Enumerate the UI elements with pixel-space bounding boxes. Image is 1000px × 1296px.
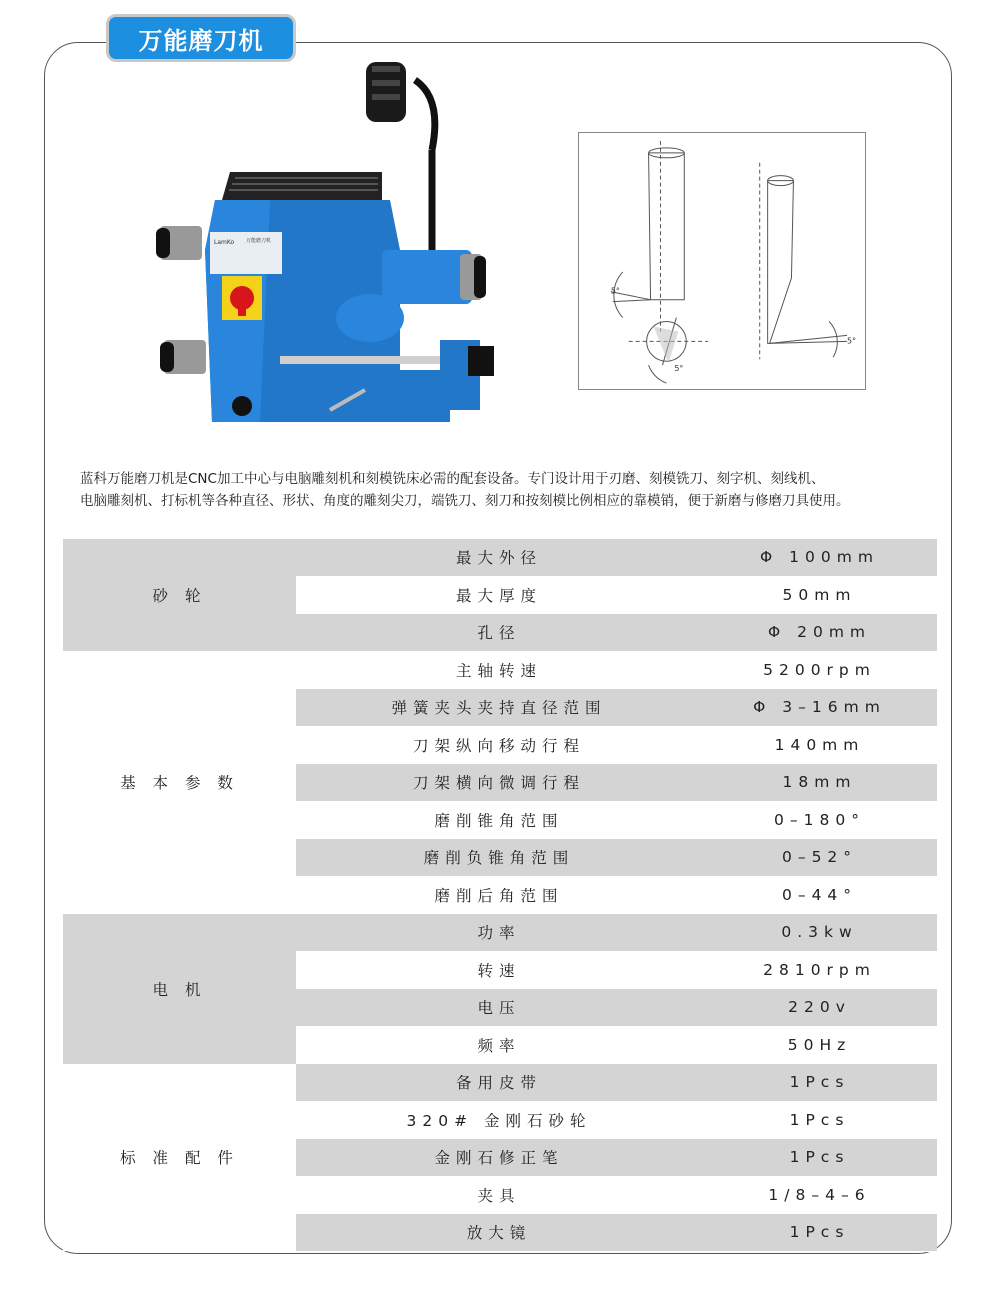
spec-table [63,539,937,1252]
param-cell: 磨削负锥角范围 [296,839,702,877]
svg-text:LamKo: LamKo [214,239,235,246]
value-cell: 1/8–4–6 [702,1176,937,1214]
param-cell: 主轴转速 [296,651,702,689]
value-cell: 2810rpm [702,951,937,989]
value-cell: 1Pcs [702,1139,937,1177]
value-cell: 1Pcs [702,1064,937,1102]
category-cell: 基 本 参 数 [63,651,296,914]
description [80,468,930,512]
value-cell: 5200rpm [702,651,937,689]
param-cell: 磨削后角范围 [296,876,702,914]
param-cell: 孔径 [296,614,702,652]
value-cell: 0–180° [702,801,937,839]
param-cell: 放大镜 [296,1214,702,1252]
machine-photo [150,50,500,430]
value-cell: 50Hz [702,1026,937,1064]
description-line-2: 电脑雕刻机、打标机等各种直径、形状、角度的雕刻尖刀，端铣刀、刻刀和按刻模比例相应的靠模销，便于新磨与修磨刀具使用。 [80,493,850,509]
param-cell: 夹具 [296,1176,702,1214]
description-line-1: 蓝科万能磨刀机是CNC加工中心与电脑雕刻机和刻模铣床必需的配套设备。专门设计用于刃磨、刻模铣刀、刻字机、刻线机、 [80,471,825,487]
page-title: 万能磨刀机 [106,14,296,62]
value-cell: 0–52° [702,839,937,877]
param-cell: 电压 [296,989,702,1027]
param-cell: 最大外径 [296,539,702,576]
param-cell: 备用皮带 [296,1064,702,1102]
value-cell: 1Pcs [702,1214,937,1252]
param-cell: 刀架横向微调行程 [296,764,702,802]
svg-text:万能磨刀机: 万能磨刀机 [246,238,272,244]
svg-text:5°: 5° [674,364,684,374]
value-cell: 1Pcs [702,1101,937,1139]
angle-diagram [578,132,866,390]
svg-text:5°: 5° [847,336,857,346]
category-cell: 电 机 [63,914,296,1064]
category-cell: 砂 轮 [63,539,296,651]
value-cell: 18mm [702,764,937,802]
value-cell: 0–44° [702,876,937,914]
value-cell: 140mm [702,726,937,764]
value-cell: 220v [702,989,937,1027]
param-cell: 320# 金刚石砂轮 [296,1101,702,1139]
svg-text:5°: 5° [610,286,620,296]
table-row [63,1064,937,1102]
param-cell: 弹簧夹头夹持直径范围 [296,689,702,727]
param-cell: 磨削锥角范围 [296,801,702,839]
param-cell: 频率 [296,1026,702,1064]
value-cell: Φ 100mm [702,539,937,576]
table-row [63,651,937,689]
value-cell: Φ 20mm [702,614,937,652]
value-cell: Φ 3–16mm [702,689,937,727]
value-cell: 50mm [702,576,937,614]
param-cell: 最大厚度 [296,576,702,614]
table-row [63,539,937,576]
value-cell: 0.3kw [702,914,937,952]
param-cell: 刀架纵向移动行程 [296,726,702,764]
param-cell: 转速 [296,951,702,989]
category-cell: 标 准 配 件 [63,1064,296,1252]
param-cell: 功率 [296,914,702,952]
param-cell: 金刚石修正笔 [296,1139,702,1177]
table-row [63,914,937,952]
